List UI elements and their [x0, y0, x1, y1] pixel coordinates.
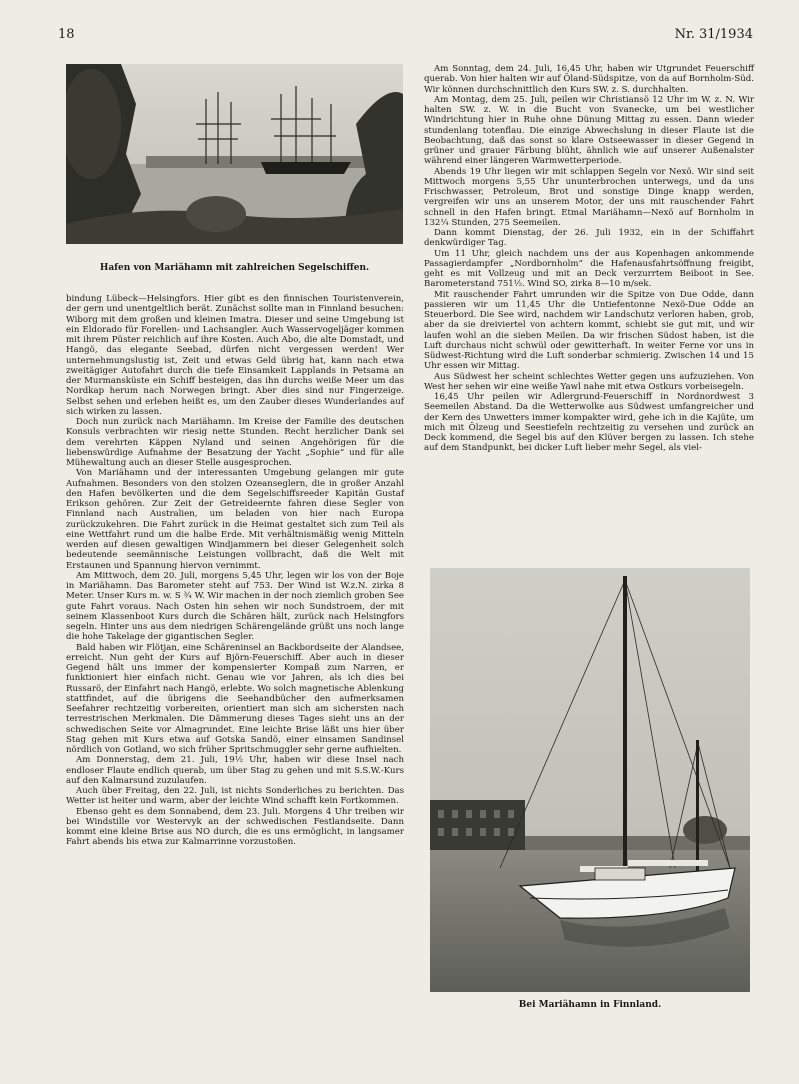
paragraph: Mit rauschender Fahrt umrunden wir die Spitze von Due Odde, dann passieren wir um 11,45 Uhr die Untiefentonne Nexö-Due Odde an Steuerbord. Die See wird, nachdem wir Landschutz verloren haben, grob, aber da sie dreiviertel von achtern kommt, schiebt sie gut mit, und wir laufen wohl an die sieben Meilen. Da wir frischen Südost haben, ist die Luft durchaus nicht schwül oder gewitterhaft. In weiter Ferne vor uns in Südwest-Richtung wird die Luft sonderbar schmierig. Zwischen 14 und 15 Uhr essen wir Mittag.	[424, 289, 754, 372]
yacht-photo-caption: Bei Mariähamn in Finnland.	[518, 1000, 662, 1010]
paragraph: Aus Südwest her scheint schlechtes Wetter gegen uns aufzuziehen. Von West her sehen wir eine weiße Yawl nahe mit etwa Ostkurs vorbeisegeln.	[424, 371, 754, 392]
paragraph: Am Donnerstag, dem 21. Juli, 19½ Uhr, haben wir diese Insel nach endloser Flaute endlich querab, um über Stag zu gehen und mit S.S.W.-Kurs auf den Kalmarsund zuzulaufen.	[66, 755, 404, 786]
paragraph: Um 11 Uhr, gleich nachdem uns der aus Kopenhagen ankommende Passagierdampfer „Nordbornholm“ die Hafenausfahrtsöffnung freigibt, geht es mit Vollzeug und mit an Deck verzurrtem Beiboot in See. Barometerstand 751½. Wind SO, zirka 8—10 m/sek.	[424, 248, 754, 290]
paragraph: Am Montag, dem 25. Juli, peilen wir Christiansö 12 Uhr im W. z. N. Wir halten SW. z. W. in die Bucht von Svanecke, um bei westlicher Windrichtung hier in Ruhe ohne Dünung Mittag zu essen. Dann wieder stundenlang totenflau. Die einzige Abwechslung in dieser Flaute ist die Beobachtung, daß das sonst so klare Ostseewasser in dieser Gegend in grüner und grauer Färbung blüht, ähnlich wie auf unserer Außenalster während einer längeren Warmwetterperiode.	[424, 94, 754, 167]
paragraph: Ebenso geht es dem Sonnabend, dem 23. Juli. Morgens 4 Uhr treiben wir bei Windstille vor Westervyk an der schwedischen Festlandseite. Dann kommt eine kleine Brise aus NO durch, die es uns ermöglicht, in langsamer Fahrt abends bis etwa zur Kalmarrinne vorzustoßen.	[66, 806, 404, 848]
paragraph: bindung Lübeck—Helsingfors. Hier gibt es den finnischen Touristenverein, der gern und unentgeltlich berät. Zunächst sollte man in Finnland besuchen: Wiborg mit dem großen und kleinen Imatra. Dieser und seine Umgebung ist ein Eldorado für Forellen- und Lachsangler. Auch Wasservogeljäger kommen mit ihrem Püster reichlich auf ihre Kosten. Auch Abo, die alte Domstadt, und Hangö, das elegante Seebad, dürfen nicht vergessen werden! Wer unternehmungslustig ist, Zeit und etwas Geld übrig hat, kann nach etwa zweitägiger Autofahrt durch die tiefe Einsamkeit Lapplands in Petsama an der Murmansküste ein Schiff besteigen, das ihn durchs weiße Meer um das Nordkap herum nach Norwegen bringt. Aber dies sind nur Fingerzeige. Selbst sehen und erleben heißt es, um den Zauber dieses Wunderlandes auf sich wirken zu lassen.	[66, 294, 404, 417]
paragraph: Von Mariähamn und der interessanten Umgebung gelangen mir gute Aufnahmen. Besonders von den stolzen Ozeanseglern, die in großer Anzahl den Hafen bevölkerten und die dem Segelschiffsreeder Kapitän Gustaf Erikson gehören. Zur Zeit der Getreideernte fahren diese Segler von Finnland nach Australien, um beladen von hier nach Europa zurückzukehren. Die Fahrt zurück in die Heimat gestaltet sich zum Teil als eine Wettfahrt rund um die halbe Erde. Mit verhältnismäßig wenig Mitteln werden auf diesen gewaltigen Windjammern bei dieser Gelegenheit solch bedeutende seemännische Leistungen vollbracht, daß die Welt mit Erstaunen und Spannung hiervon vernimmt.	[66, 468, 404, 571]
page-number: 18	[58, 27, 75, 42]
paragraph: Auch über Freitag, den 22. Juli, ist nichts Sonderliches zu berichten. Das Wetter ist heiter und warm, aber der leichte Wind schafft kein Fortkommen.	[66, 786, 404, 807]
paragraph: Am Mittwoch, dem 20. Juli, morgens 5,45 Uhr, legen wir los von der Boje in Mariähamn. Das Barometer steht auf 753. Der Wind ist W.z.N. zirka 8 Meter. Unser Kurs m. w. S ¾ W. Wir machen in der noch ziemlich groben See gute Fahrt voraus. Nach Osten hin sehen wir noch Sundstroem, der mit seinem Klassenboot Kurs durch die Schären hält, zurück nach Helsingfors segeln. Hinter uns aus dem niedrigen Schärengelände grüßt uns noch lange die hohe Takelage der gigantischen Segler.	[66, 570, 404, 643]
harbor-photo	[66, 64, 403, 244]
issue-number: Nr. 31/1934	[674, 27, 753, 42]
left-column-text	[66, 294, 404, 848]
harbor-photo-caption: Hafen von Mariähamn mit zahlreichen Segelschiffen.	[99, 263, 370, 273]
right-column-text	[424, 64, 754, 454]
paragraph: Bald haben wir Flötjan, eine Schäreninsel an Backbordseite der Alandsee, erreicht. Nun geht der Kurs auf Björn-Feuerschiff. Aber auch in dieser Gegend hält uns immer der kompensierter Kompaß zum Narren, er funktioniert hier einfach nicht. Genau wie vor Jahren, als ich dies bei Russarö, der Einfahrt nach Hangö, erlebte. Wo solch magnetische Ablenkung stattfindet, auf die übrigens die Seehandbücher den aufmerksamen Seefahrer rechtzeitig vorbereiten, orientiert man sich am sichersten nach terrestrischen Merkmalen. Die Dämmerung dieses Tages sieht uns an der schwedischen Seite vor Almagrundet. Eine leichte Brise läßt uns hier über Stag gehen mit Kurs etwa auf Gotska Sandö, einer einsamen Sandinsel nördlich von Gotland, wo sich früher Spritschmuggler sehr gerne aufhielten.	[66, 642, 404, 755]
paragraph: 16,45 Uhr peilen wir Adlergrund-Feuerschiff in Nordnordwest 3 Seemeilen Abstand. Da die Wetterwolke aus Südwest umfangreicher und der Kern des Unwetters immer kompakter wird, gehe ich in die Kajüte, um mich mit Ölzeug und Seestiefeln rechtzeitig zu versehen und zurück an Deck kommend, die Segel bis auf den Klüver bergen zu lassen. Ich stehe auf dem Standpunkt, bei dicker Luft lieber mehr Segel, als viel-	[424, 392, 754, 454]
paragraph: Am Sonntag, dem 24. Juli, 16,45 Uhr, haben wir Utgrundet Feuerschiff querab. Von hier halten wir auf Öland-Südspitze, von da auf Bornholm-Süd. Wir können durchschnittlich den Kurs SW. z. S. durchhalten.	[424, 64, 754, 95]
paragraph: Abends 19 Uhr liegen wir mit schlappen Segeln vor Nexö. Wir sind seit Mittwoch morgens 5,55 Uhr ununterbrochen unterwegs, und da uns Frischwasser, Petroleum, Brot und sonstige Dinge knapp werden, vergreifen wir uns an unserem Motor, der uns mit rauschender Fahrt schnell in den Hafen bringt. Etmal Mariähamn—Nexö auf Bornholm in 132¼ Stunden, 275 Seemeilen.	[424, 166, 754, 228]
paragraph: Dann kommt Dienstag, der 26. Juli 1932, ein in der Schiffahrt denkwürdiger Tag.	[424, 228, 754, 249]
paragraph: Doch nun zurück nach Mariähamn. Im Kreise der Familie des deutschen Konsuls verbrachten wir riesig nette Stunden. Recht herzlicher Dank sei dem verehrten Käppen Nyland und seinen Angehörigen für die liebenswürdige Aufnahme der Besatzung der Yacht „Sophie“ und für alle Mühewaltung auch an dieser Stelle ausgesprochen.	[66, 417, 404, 468]
yacht-photo	[430, 568, 750, 992]
